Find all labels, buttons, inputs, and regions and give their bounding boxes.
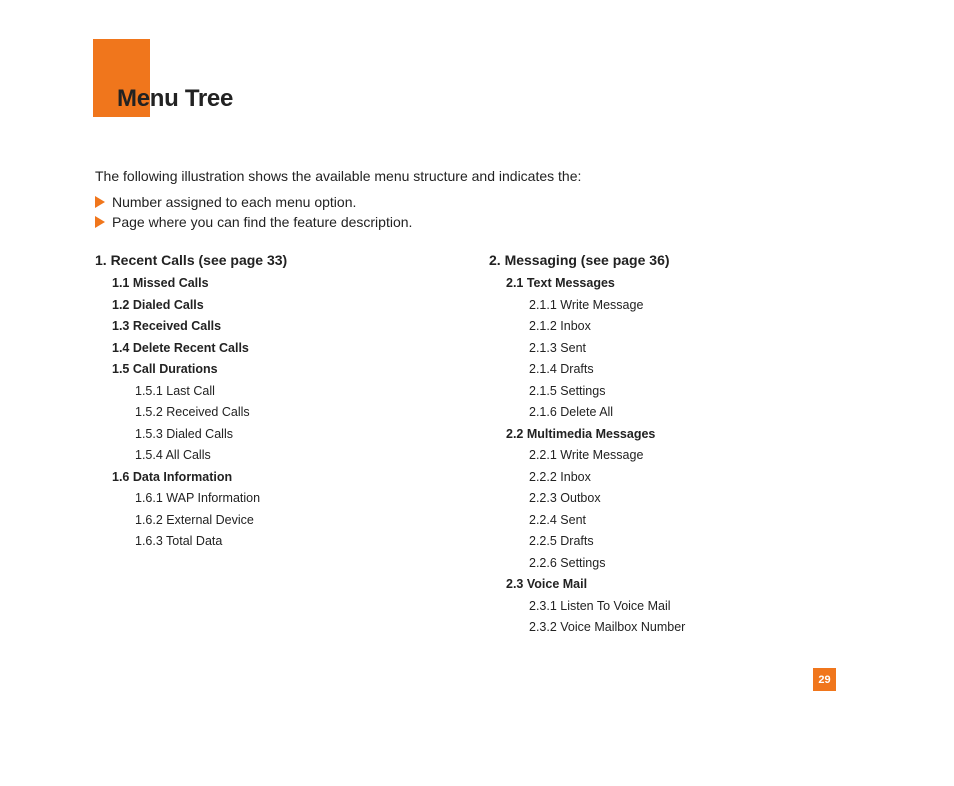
submenu-item: 2.2.2 Inbox bbox=[529, 469, 591, 484]
submenu-item: 2.2.5 Drafts bbox=[529, 534, 594, 548]
intro-bullet-list bbox=[95, 192, 412, 232]
menu-item: 1.3 Received Calls bbox=[112, 319, 222, 333]
submenu-item: 2.1.5 Settings bbox=[529, 383, 606, 398]
submenu-item: 2.1.4 Drafts bbox=[529, 362, 594, 376]
submenu-item: 2.1.1 Write Message bbox=[529, 297, 644, 312]
page-number-badge: 29 bbox=[813, 668, 836, 691]
bullet-text: Page where you can find the feature description. bbox=[112, 214, 413, 230]
menu-item: 2.3 Voice Mail bbox=[506, 577, 588, 591]
bullet-text: Number assigned to each menu option. bbox=[112, 194, 357, 210]
menu-section-recent-calls bbox=[95, 251, 455, 553]
submenu-item: 2.1.6 Delete All bbox=[529, 405, 614, 419]
menu-item: 1.1 Missed Calls bbox=[112, 276, 209, 290]
submenu-item: 2.3.2 Voice Mailbox Number bbox=[529, 620, 686, 634]
menu-item: 1.2 Dialed Calls bbox=[112, 297, 204, 312]
submenu-item: 1.5.3 Dialed Calls bbox=[135, 426, 233, 441]
triangle-bullet-icon bbox=[95, 216, 105, 228]
menu-item: 2.2 Multimedia Messages bbox=[506, 426, 656, 441]
menu-section-messaging bbox=[489, 251, 849, 639]
section-title: 2. Messaging (see page 36) bbox=[489, 252, 670, 268]
menu-item: 1.5 Call Durations bbox=[112, 362, 218, 376]
menu-item: 1.6 Data Information bbox=[112, 469, 233, 484]
submenu-item: 1.6.2 External Device bbox=[135, 512, 254, 527]
submenu-item: 1.5.2 Received Calls bbox=[135, 405, 250, 419]
page-title: Menu Tree bbox=[117, 85, 233, 112]
submenu-item: 2.2.6 Settings bbox=[529, 555, 606, 570]
submenu-item: 1.5.1 Last Call bbox=[135, 383, 215, 398]
menu-item: 2.1 Text Messages bbox=[506, 276, 615, 290]
submenu-item: 1.6.1 WAP Information bbox=[135, 491, 261, 505]
menu-tree-list bbox=[489, 273, 849, 639]
triangle-bullet-icon bbox=[95, 196, 105, 208]
intro-text: The following illustration shows the available menu structure and indicates the: bbox=[95, 168, 582, 184]
bullet-item bbox=[95, 192, 412, 212]
submenu-item: 2.2.3 Outbox bbox=[529, 491, 601, 505]
menu-tree-list bbox=[95, 273, 455, 553]
bullet-item bbox=[95, 212, 412, 232]
submenu-item: 1.5.4 All Calls bbox=[135, 448, 211, 462]
submenu-item: 2.2.4 Sent bbox=[529, 512, 586, 527]
submenu-item: 1.6.3 Total Data bbox=[135, 534, 223, 548]
menu-item: 1.4 Delete Recent Calls bbox=[112, 340, 249, 355]
submenu-item: 2.1.3 Sent bbox=[529, 340, 586, 355]
submenu-item: 2.1.2 Inbox bbox=[529, 319, 591, 333]
section-title: 1. Recent Calls (see page 33) bbox=[95, 252, 288, 268]
submenu-item: 2.3.1 Listen To Voice Mail bbox=[529, 598, 671, 613]
submenu-item: 2.2.1 Write Message bbox=[529, 448, 644, 462]
